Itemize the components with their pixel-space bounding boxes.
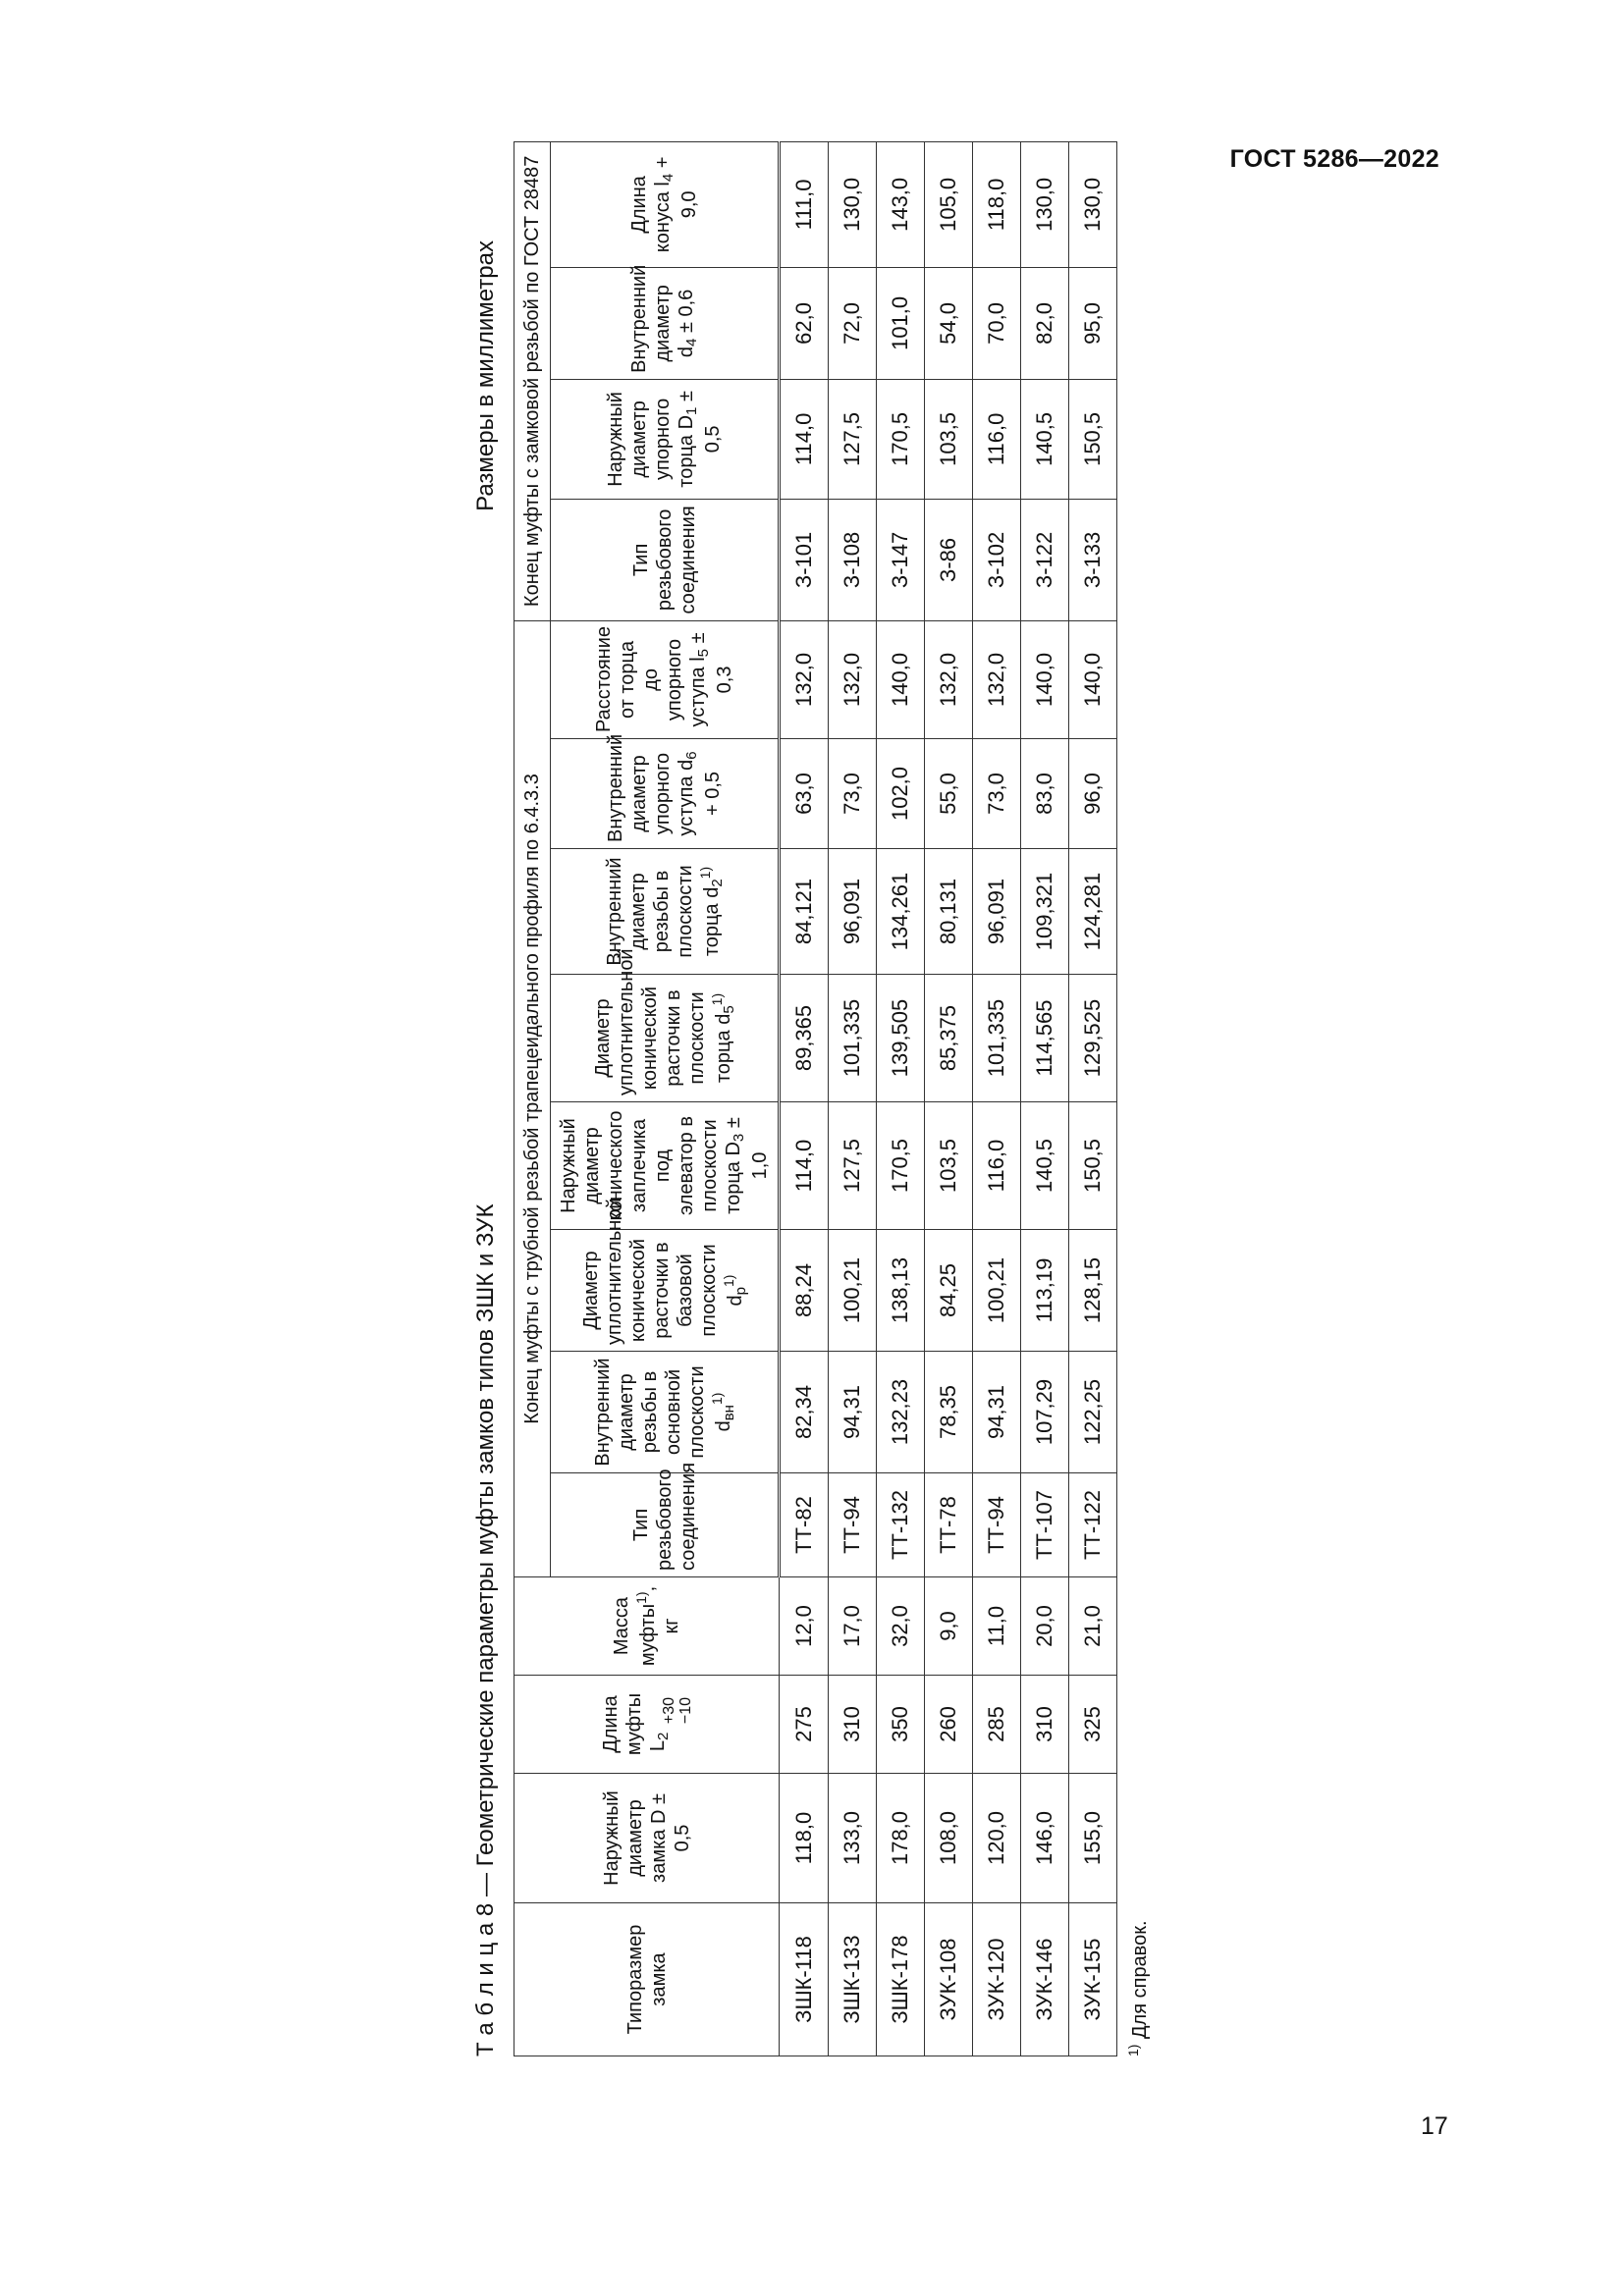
table-cell: 139,505	[877, 975, 925, 1102]
col-inner-thread-diameter-face-sub: 2	[708, 879, 726, 887]
coupling-parameters-table	[514, 141, 1117, 2056]
col-outer-diameter-shoulder-sub: 3	[731, 1133, 747, 1143]
table-cell: 111,0	[780, 141, 829, 267]
row-size-cell: ЗШК-133	[829, 1903, 877, 2056]
table-cell: 132,23	[877, 1352, 925, 1473]
col-inner-diameter-tool-joint-sub: 4	[683, 338, 700, 347]
page-number: 17	[1421, 2112, 1448, 2140]
table-cell: З-133	[1069, 499, 1117, 620]
table-row	[1069, 141, 1117, 2056]
table-cell: 20,0	[1021, 1577, 1069, 1676]
table-cell: 102,0	[877, 739, 925, 849]
col-outer-diameter-face	[551, 379, 780, 499]
table-cell: 32,0	[877, 1577, 925, 1676]
col-outer-diameter-face-text: Наружный диаметр упорного торца D	[605, 392, 697, 488]
col-seal-diameter-face-sub: 5	[720, 1005, 737, 1014]
table-cell: 114,565	[1021, 975, 1069, 1102]
table-cell: 127,5	[829, 379, 877, 499]
table-cell: 96,091	[973, 849, 1021, 975]
col-inner-diameter-ledge-tail: + 0,5	[702, 771, 724, 817]
table-cell: 72,0	[829, 267, 877, 379]
col-cone-length-text: Длина конуса l	[628, 176, 674, 253]
table-cell: 140,0	[1021, 620, 1069, 738]
table-cell: 96,091	[829, 849, 877, 975]
col-inner-thread-diameter	[551, 1352, 780, 1473]
group-tool-joint-thread: Конец муфты с замковой резьбой по ГОСТ 28487	[514, 141, 551, 620]
col-inner-diameter-tool-joint-text: Внутренний диаметр d	[628, 264, 697, 373]
col-mass-tail: , кг	[637, 1585, 682, 1634]
table-cell: 101,0	[877, 267, 925, 379]
col-inner-diameter-tool-joint	[551, 264, 780, 379]
col-outer-diameter-face-tail: ± 0,5	[676, 391, 724, 454]
table-cell: 118,0	[973, 141, 1021, 267]
table-cell: 63,0	[780, 739, 829, 849]
table-cell: 130,0	[829, 141, 877, 267]
length-tolerance-lower: −10	[677, 1696, 694, 1725]
table-cell: 260	[925, 1676, 973, 1774]
col-seal-diameter-base	[551, 1198, 780, 1352]
row-size-cell: ЗШК-118	[780, 1903, 829, 2056]
col-distance-face-ledge-tail: ± 0,3	[687, 632, 735, 694]
table-row	[973, 141, 1021, 2056]
table-cell: З-86	[925, 499, 973, 620]
table-cell: 143,0	[877, 141, 925, 267]
table-cell: 96,0	[1069, 739, 1117, 849]
table-cell: 80,131	[925, 849, 973, 975]
table-cell: 100,21	[829, 1230, 877, 1352]
col-inner-thread-diameter-face-text: Внутренний диаметр резьбы в плоскости торца d	[603, 857, 723, 966]
table-cell: 140,0	[1069, 620, 1117, 738]
col-seal-diameter-face-sup: 1)	[708, 992, 725, 1006]
table-row	[877, 141, 925, 2056]
table-cell: 120,0	[973, 1774, 1021, 1903]
table-cell: 132,0	[973, 620, 1021, 738]
table-cell: 82,34	[780, 1352, 829, 1473]
table-cell: 54,0	[925, 267, 973, 379]
table-cell: 140,0	[877, 620, 925, 738]
table-cell: 134,261	[877, 849, 925, 975]
length-tolerance-upper: +30	[660, 1696, 677, 1725]
table-body	[780, 141, 1117, 2056]
table-cell: 17,0	[829, 1577, 877, 1676]
rotated-table-block	[472, 155, 1152, 2056]
table-cell: 150,5	[1069, 379, 1117, 499]
table-cell: 170,5	[877, 379, 925, 499]
table-cell: 84,121	[780, 849, 829, 975]
col-cone-length-tail: + 9,0	[652, 156, 700, 219]
table-cell: 325	[1069, 1676, 1117, 1774]
length-tolerance	[662, 1697, 695, 1724]
table-cell: 88,24	[780, 1230, 829, 1352]
table-cell: 83,0	[1021, 739, 1069, 849]
group-trapezoidal-thread: Конец муфты с трубной резьбой трапецеидального профиля по 6.4.3.3	[514, 620, 551, 1576]
col-distance-face-ledge-text: Расстояние от торца до упорного уступа l	[593, 625, 709, 732]
table-cell: З-147	[877, 499, 925, 620]
col-distance-face-ledge-sub: 5	[695, 648, 712, 658]
table-cell: 109,321	[1021, 849, 1069, 975]
table-cell: 310	[829, 1676, 877, 1774]
table-cell: 155,0	[1069, 1774, 1117, 1903]
table-cell: 78,35	[925, 1352, 973, 1473]
col-seal-diameter-base-sub: р	[731, 1287, 749, 1296]
table-cell: 82,0	[1021, 267, 1069, 379]
table-cell: 73,0	[829, 739, 877, 849]
table-cell: 70,0	[973, 267, 1021, 379]
col-mass	[514, 1577, 780, 1676]
table-cell: 124,281	[1069, 849, 1117, 975]
row-size-cell: ЗУК-155	[1069, 1903, 1117, 2056]
table-cell: 130,0	[1069, 141, 1117, 267]
col-length	[514, 1676, 780, 1774]
table-cell: ТТ-107	[1021, 1473, 1069, 1577]
table-cell: 85,375	[925, 975, 973, 1102]
table-cell: 55,0	[925, 739, 973, 849]
col-inner-thread-diameter-face	[551, 849, 780, 975]
col-inner-thread-diameter-face-sup: 1)	[696, 866, 713, 880]
table-cell: ТТ-82	[780, 1473, 829, 1577]
table-cell: 116,0	[973, 1102, 1021, 1230]
col-inner-diameter-ledge-text: Внутренний диаметр упорного уступа d	[605, 733, 697, 842]
table-cell: 140,5	[1021, 1102, 1069, 1230]
document-code: ГОСТ 5286—2022	[1229, 145, 1439, 173]
col-cone-length	[551, 141, 780, 267]
table-cell: 128,15	[1069, 1230, 1117, 1352]
col-mass-text: Масса муфты	[611, 1596, 659, 1667]
table-cell: 101,335	[973, 975, 1021, 1102]
units-note: Размеры в миллиметрах	[472, 240, 499, 511]
col-length-text: Длина муфты L	[599, 1692, 669, 1756]
table-cell: 113,19	[1021, 1230, 1069, 1352]
table-cell: 73,0	[973, 739, 1021, 849]
table-cell: 100,21	[973, 1230, 1021, 1352]
table-cell: 89,365	[780, 975, 829, 1102]
col-outer-diameter-face-sub: 1	[683, 406, 700, 415]
col-seal-diameter-base-sup: 1)	[720, 1274, 736, 1287]
table-cell: З-101	[780, 499, 829, 620]
row-size-cell: ЗУК-146	[1021, 1903, 1069, 2056]
col-distance-face-ledge	[551, 620, 780, 738]
table-cell: 146,0	[1021, 1774, 1069, 1903]
table-cell: 116,0	[973, 379, 1021, 499]
table-cell: 12,0	[780, 1577, 829, 1676]
table-cell: 108,0	[925, 1774, 973, 1903]
col-outer-diameter-shoulder-text: Наружный диаметр конического заплечика под элеватор в плоскости торца D	[558, 1110, 744, 1221]
col-thread-type-1: Тип резьбового соединения	[551, 1473, 780, 1577]
table-cell: 350	[877, 1676, 925, 1774]
table-row	[780, 141, 829, 2056]
table-cell: 130,0	[1021, 141, 1069, 267]
table-caption: Т а б л и ц а 8 — Геометрические параметры муфты замков типов ЗШК и ЗУК	[472, 1203, 499, 2056]
table-cell: 11,0	[973, 1577, 1021, 1676]
table-cell: ТТ-78	[925, 1473, 973, 1577]
table-cell: 101,335	[829, 975, 877, 1102]
table-cell: 138,13	[877, 1230, 925, 1352]
col-mass-sup: 1)	[633, 1591, 649, 1604]
col-inner-diameter-ledge	[551, 733, 780, 849]
table-cell: ТТ-94	[829, 1473, 877, 1577]
table-cell: 84,25	[925, 1230, 973, 1352]
table-cell: 132,0	[780, 620, 829, 738]
col-size: Типоразмер замка	[514, 1903, 780, 2056]
table-cell: 105,0	[925, 141, 973, 267]
col-seal-diameter-base-text: Диаметр уплотнительной конической расточки в базовой плоскости d	[579, 1198, 746, 1345]
col-cone-length-sub: 4	[660, 173, 677, 183]
table-cell: 129,525	[1069, 975, 1117, 1102]
col-inner-thread-diameter-sub: вн	[720, 1405, 737, 1421]
table-cell: ТТ-132	[877, 1473, 925, 1577]
table-cell: З-108	[829, 499, 877, 620]
footnote	[1125, 240, 1152, 2056]
table-cell: 127,5	[829, 1102, 877, 1230]
table-cell: 95,0	[1069, 267, 1117, 379]
table-cell: З-102	[973, 499, 1021, 620]
header-row-groups	[514, 141, 551, 2056]
table-cell: 9,0	[925, 1577, 973, 1676]
table-cell: ТТ-122	[1069, 1473, 1117, 1577]
col-inner-thread-diameter-sup: 1)	[708, 1392, 725, 1406]
table-cell: 140,5	[1021, 379, 1069, 499]
table-cell: 122,25	[1069, 1352, 1117, 1473]
table-cell: 310	[1021, 1676, 1069, 1774]
table-cell: 21,0	[1069, 1577, 1117, 1676]
footnote-text: Для справок.	[1129, 1920, 1151, 2045]
table-cell: З-122	[1021, 499, 1069, 620]
table-cell: 150,5	[1069, 1102, 1117, 1230]
row-size-cell: ЗШК-178	[877, 1903, 925, 2056]
table-cell: 132,0	[829, 620, 877, 738]
table-cell: ТТ-94	[973, 1473, 1021, 1577]
table-cell: 114,0	[780, 1102, 829, 1230]
table-row	[925, 141, 973, 2056]
col-thread-type-2: Тип резьбового соединения	[551, 499, 780, 620]
table-cell: 285	[973, 1676, 1021, 1774]
table-cell: 132,0	[925, 620, 973, 738]
table-cell: 94,31	[973, 1352, 1021, 1473]
col-outer-diameter: Наружный диаметр замка D ± 0,5	[514, 1774, 780, 1903]
table-cell: 103,5	[925, 1102, 973, 1230]
footnote-mark: 1)	[1125, 2044, 1141, 2056]
table-cell: 275	[780, 1676, 829, 1774]
table-cell: 118,0	[780, 1774, 829, 1903]
table-top-row	[472, 240, 500, 2056]
table-cell: 62,0	[780, 267, 829, 379]
table-row	[829, 141, 877, 2056]
col-outer-diameter-shoulder-tail: ± 1,0	[723, 1117, 771, 1180]
row-size-cell: ЗУК-120	[973, 1903, 1021, 2056]
col-seal-diameter-face	[551, 948, 780, 1102]
col-inner-thread-diameter-text: Внутренний диаметр резьбы в основной плоскости d	[591, 1358, 734, 1467]
table-cell: 103,5	[925, 379, 973, 499]
table-cell: 94,31	[829, 1352, 877, 1473]
col-inner-diameter-tool-joint-tail: ± 0,6	[676, 289, 697, 339]
row-size-cell: ЗУК-108	[925, 1903, 973, 2056]
table-cell: 107,29	[1021, 1352, 1069, 1473]
col-inner-diameter-ledge-sub: 6	[683, 751, 700, 760]
table-cell: 170,5	[877, 1102, 925, 1230]
table-row	[1021, 141, 1069, 2056]
col-outer-diameter-shoulder	[551, 1102, 780, 1230]
col-length-sub: 2	[654, 1732, 672, 1740]
table-cell: 178,0	[877, 1774, 925, 1903]
table-cell: 114,0	[780, 379, 829, 499]
table-cell: 133,0	[829, 1774, 877, 1903]
col-seal-diameter-face-text: Диаметр уплотнительной конической расточки в плоскости торца d	[591, 948, 734, 1095]
